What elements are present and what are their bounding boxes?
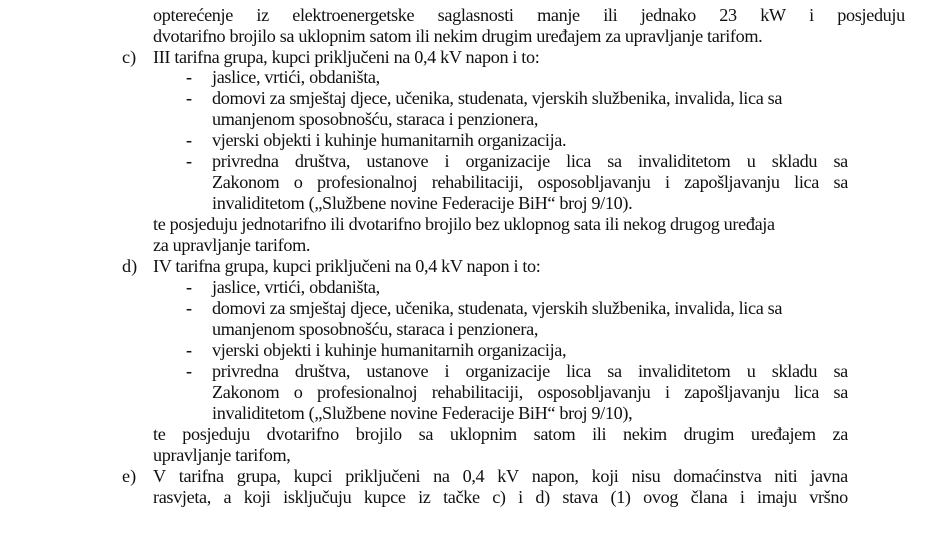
word: i	[664, 172, 670, 192]
word: privredna	[212, 361, 279, 381]
word: sa	[833, 382, 848, 402]
word: tačke	[443, 487, 480, 507]
word: organizacije	[465, 361, 550, 381]
word: ustanove	[366, 151, 429, 171]
word: d)	[535, 487, 550, 507]
word: c)	[492, 487, 506, 507]
word: profesionalnoj	[317, 172, 418, 192]
word: u	[746, 361, 756, 381]
word: grupa,	[236, 466, 281, 486]
word: osposobljavanju	[537, 382, 651, 402]
item-heading-e	[153, 466, 848, 486]
word: 0,4	[462, 466, 485, 486]
closing-text: upravljanje tarifom,	[153, 445, 291, 465]
word: rehabilitaciji,	[431, 382, 523, 402]
word: sa	[607, 361, 622, 381]
word: iz	[256, 5, 269, 25]
bullet-text-justified	[212, 361, 848, 381]
word: stava	[562, 487, 598, 507]
word: 23	[719, 5, 737, 25]
bullet-text: vjerski objekti i kuhinje humanitarnih organizacija.	[212, 130, 567, 150]
word: za	[832, 424, 848, 444]
word: napon,	[531, 466, 579, 486]
word: rehabilitaciji,	[431, 172, 523, 192]
word: elektroenergetske	[292, 5, 415, 25]
word: kW	[760, 5, 786, 25]
word: koji	[243, 487, 271, 507]
word: javna	[810, 466, 848, 486]
bullet-text: umanjenom sposobnošću, staraca i penzionera,	[212, 109, 539, 129]
bullet-text: invaliditetom („Službene novine Federacije BiH“ broj 9/10).	[212, 193, 633, 213]
bullet-dash: -	[186, 88, 193, 108]
bullet-text-justified	[212, 172, 848, 192]
word: V	[153, 466, 166, 486]
item-heading-d: IV tarifna grupa, kupci priključeni na 0,4 kV napon i to:	[153, 256, 541, 276]
word: lica	[566, 361, 592, 381]
bullet-dash: -	[186, 130, 193, 150]
continuation-line-2: dvotarifno brojilo sa uklopnim satom ili nekim drugim uređajem za upravljanje tarifom.	[153, 26, 763, 46]
word: brojilo	[355, 424, 402, 444]
word: i	[664, 382, 670, 402]
bullet-dash: -	[186, 151, 193, 171]
item-marker-d: d)	[122, 256, 138, 276]
word: tarifna	[178, 466, 224, 486]
bullet-text: jaslice, vrtići, obdaništa,	[212, 67, 380, 87]
bullet-text: umanjenom sposobnošću, staraca i penzionera,	[212, 319, 539, 339]
word: sa	[418, 424, 434, 444]
word: priključeni	[345, 466, 421, 486]
word: kupce	[363, 487, 406, 507]
word: o	[293, 172, 303, 192]
word: sa	[607, 151, 622, 171]
closing-text-justified	[153, 424, 848, 444]
bullet-dash: -	[186, 298, 193, 318]
bullet-dash: -	[186, 340, 193, 360]
word: lica	[794, 172, 819, 192]
bullet-text: domovi za smještaj djece, učenika, studenata, vjerskih službenika, invalida, lica sa	[212, 88, 783, 108]
word: ovog	[643, 487, 679, 507]
word: jednako	[640, 5, 696, 25]
word: ili	[592, 424, 607, 444]
word: ili	[603, 5, 618, 25]
word: i	[518, 487, 523, 507]
bullet-dash: -	[186, 67, 193, 87]
word: te	[153, 424, 166, 444]
word: drugim	[683, 424, 735, 444]
word: satom	[533, 424, 576, 444]
word: niti	[774, 466, 798, 486]
closing-text: za upravljanje tarifom.	[153, 235, 311, 255]
word: nekim	[623, 424, 667, 444]
bullet-text: jaslice, vrtići, obdaništa,	[212, 277, 380, 297]
word: i	[444, 361, 450, 381]
word: na	[433, 466, 450, 486]
word: rasvjeta,	[153, 487, 211, 507]
word: dvotarifno	[266, 424, 339, 444]
word: imaju	[757, 487, 797, 507]
word: skladu	[771, 361, 818, 381]
word: uklopnim	[449, 424, 517, 444]
word: invaliditetom	[638, 151, 731, 171]
word: isključuju	[283, 487, 352, 507]
word: privredna	[212, 151, 279, 171]
word: uređajem	[750, 424, 816, 444]
word: lica	[794, 382, 819, 402]
word: u	[746, 151, 756, 171]
continuation-line-1	[153, 5, 905, 25]
word: osposobljavanju	[537, 172, 651, 192]
word: invaliditetom	[638, 361, 731, 381]
item-heading-c: III tarifna grupa, kupci priključeni na 0,4 kV napon i to:	[153, 47, 540, 67]
word: društva,	[294, 151, 351, 171]
bullet-text: invaliditetom („Službene novine Federacije BiH“ broj 9/10),	[212, 403, 633, 423]
item-heading-e-line2	[153, 487, 848, 507]
bullet-text-justified	[212, 151, 848, 171]
bullet-text: vjerski objekti i kuhinje humanitarnih organizacija,	[212, 340, 567, 360]
word: iz	[418, 487, 431, 507]
word: organizacije	[465, 151, 550, 171]
word: posjeduju	[837, 5, 905, 25]
word: domaćinstva	[673, 466, 762, 486]
word: skladu	[771, 151, 818, 171]
word: društva,	[294, 361, 351, 381]
word: nisu	[631, 466, 661, 486]
word: profesionalnoj	[317, 382, 418, 402]
word: člana	[690, 487, 728, 507]
word: saglasnosti	[437, 5, 514, 25]
word: zapošljavanju	[684, 382, 780, 402]
word: Zakonom	[212, 382, 280, 402]
bullet-dash: -	[186, 361, 193, 381]
word: sa	[833, 172, 848, 192]
word: i	[444, 151, 450, 171]
word: kV	[497, 466, 519, 486]
item-marker-c: c)	[122, 47, 137, 67]
word: i	[739, 487, 745, 507]
word: vršno	[809, 487, 848, 507]
word: posjeduju	[182, 424, 250, 444]
word: zapošljavanju	[684, 172, 780, 192]
bullet-dash: -	[186, 277, 193, 297]
word: ustanove	[366, 361, 429, 381]
item-marker-e: e)	[122, 466, 137, 486]
word: koji	[591, 466, 619, 486]
word: sa	[833, 151, 848, 171]
bullet-text-justified	[212, 382, 848, 402]
word: (1)	[610, 487, 631, 507]
word: sa	[833, 361, 848, 381]
bullet-text: domovi za smještaj djece, učenika, studenata, vjerskih službenika, invalida, lica sa	[212, 298, 783, 318]
word: manje	[537, 5, 580, 25]
word: lica	[566, 151, 592, 171]
closing-text: te posjeduju jednotarifno ili dvotarifno brojilo bez uklopnog sata ili nekog drugog uređaja	[153, 214, 775, 234]
word: kupci	[293, 466, 333, 486]
word: i	[809, 5, 814, 25]
word: o	[293, 382, 303, 402]
word: a	[223, 487, 232, 507]
word: Zakonom	[212, 172, 280, 192]
word: opterećenje	[153, 5, 233, 25]
